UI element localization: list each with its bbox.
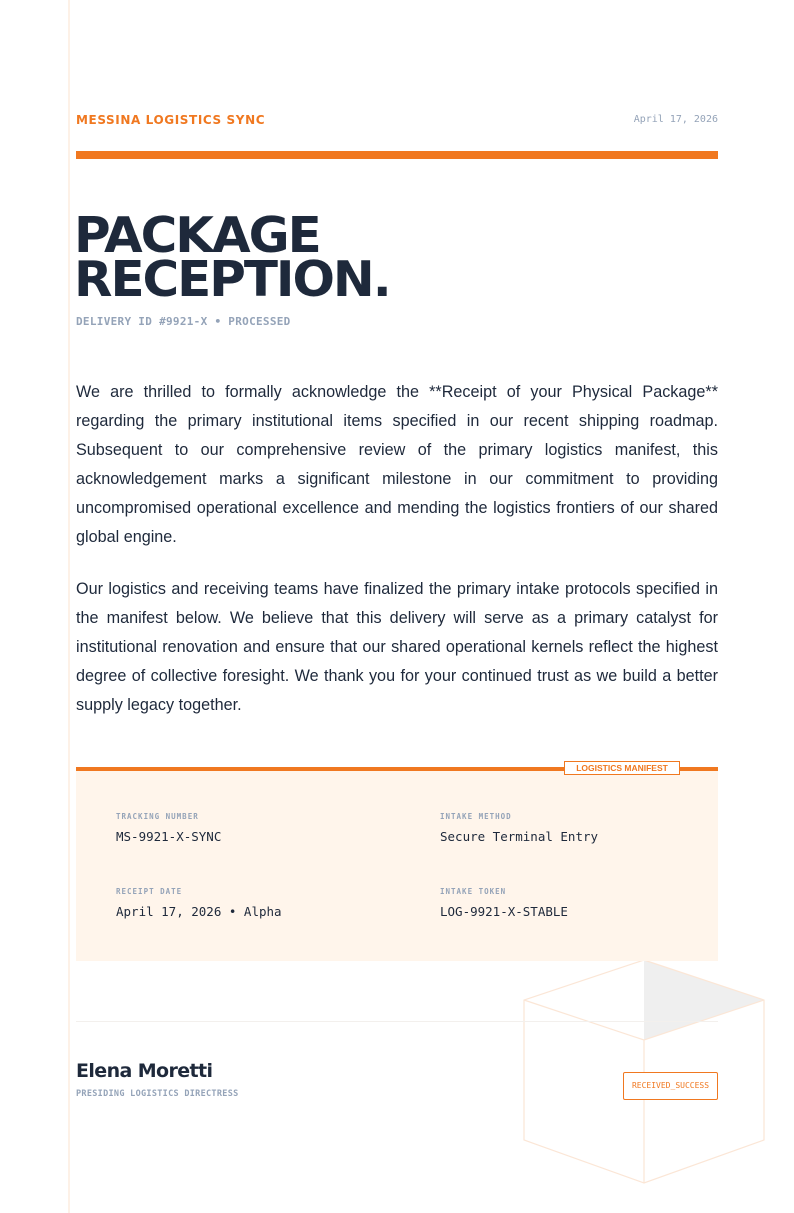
field-value: MS-9921-X-SYNC bbox=[116, 829, 222, 844]
signatory-name: Elena Moretti bbox=[76, 1060, 213, 1082]
paragraph: Our logistics and receiving teams have finalized the primary intake protocols specified in the manifest below. We believe that this delivery will serve as a primary catalyst for institutional renovation and ensure that our shared operational kernels reflect the highest degree of collective foresight. We thank you for your continued trust as we build a better supply legacy together. bbox=[76, 580, 718, 714]
delivery-id: DELIVERY ID #9921-X • PROCESSED bbox=[76, 315, 291, 328]
paragraph: We are thrilled to formally acknowledge the **Receipt of your Physical Package** regarding the primary institutional items specified in our recent shipping roadmap. Subsequent to our comprehensive review of the primary logistics manifest, this acknowledgement marks a significant milestone in our commitment to providing uncompromised operational excellence and mending the logistics frontiers of our shared global engine. bbox=[76, 383, 718, 546]
receipt-date-field bbox=[116, 887, 282, 919]
margin-rule bbox=[68, 0, 70, 1213]
field-label: RECEIPT DATE bbox=[116, 887, 183, 896]
logistics-manifest-panel bbox=[76, 771, 718, 961]
divider bbox=[76, 1021, 718, 1022]
field-label: TRACKING NUMBER bbox=[116, 812, 199, 821]
header-accent-bar bbox=[76, 151, 718, 159]
field-label: INTAKE METHOD bbox=[440, 812, 512, 821]
brand-name: MESSINA LOGISTICS SYNC bbox=[76, 113, 266, 127]
intake-method-field bbox=[440, 812, 598, 844]
field-label: INTAKE TOKEN bbox=[440, 887, 507, 896]
title-line-2: RECEPTION. bbox=[74, 251, 390, 308]
page-title bbox=[74, 207, 390, 308]
field-value: Secure Terminal Entry bbox=[440, 829, 599, 844]
header-date: April 17, 2026 bbox=[633, 114, 718, 125]
tracking-number-field bbox=[116, 812, 221, 844]
title-line-1: PACKAGE bbox=[74, 207, 320, 264]
manifest-tag: LOGISTICS MANIFEST bbox=[564, 761, 680, 775]
letter-body bbox=[76, 378, 718, 743]
field-value: LOG-9921-X-STABLE bbox=[440, 904, 568, 919]
intake-token-field bbox=[440, 887, 568, 919]
field-value: April 17, 2026 • Alpha bbox=[116, 904, 282, 919]
status-badge: RECEIVED_SUCCESS bbox=[623, 1072, 718, 1100]
signatory-role: PRESIDING LOGISTICS DIRECTRESS bbox=[76, 1089, 239, 1099]
